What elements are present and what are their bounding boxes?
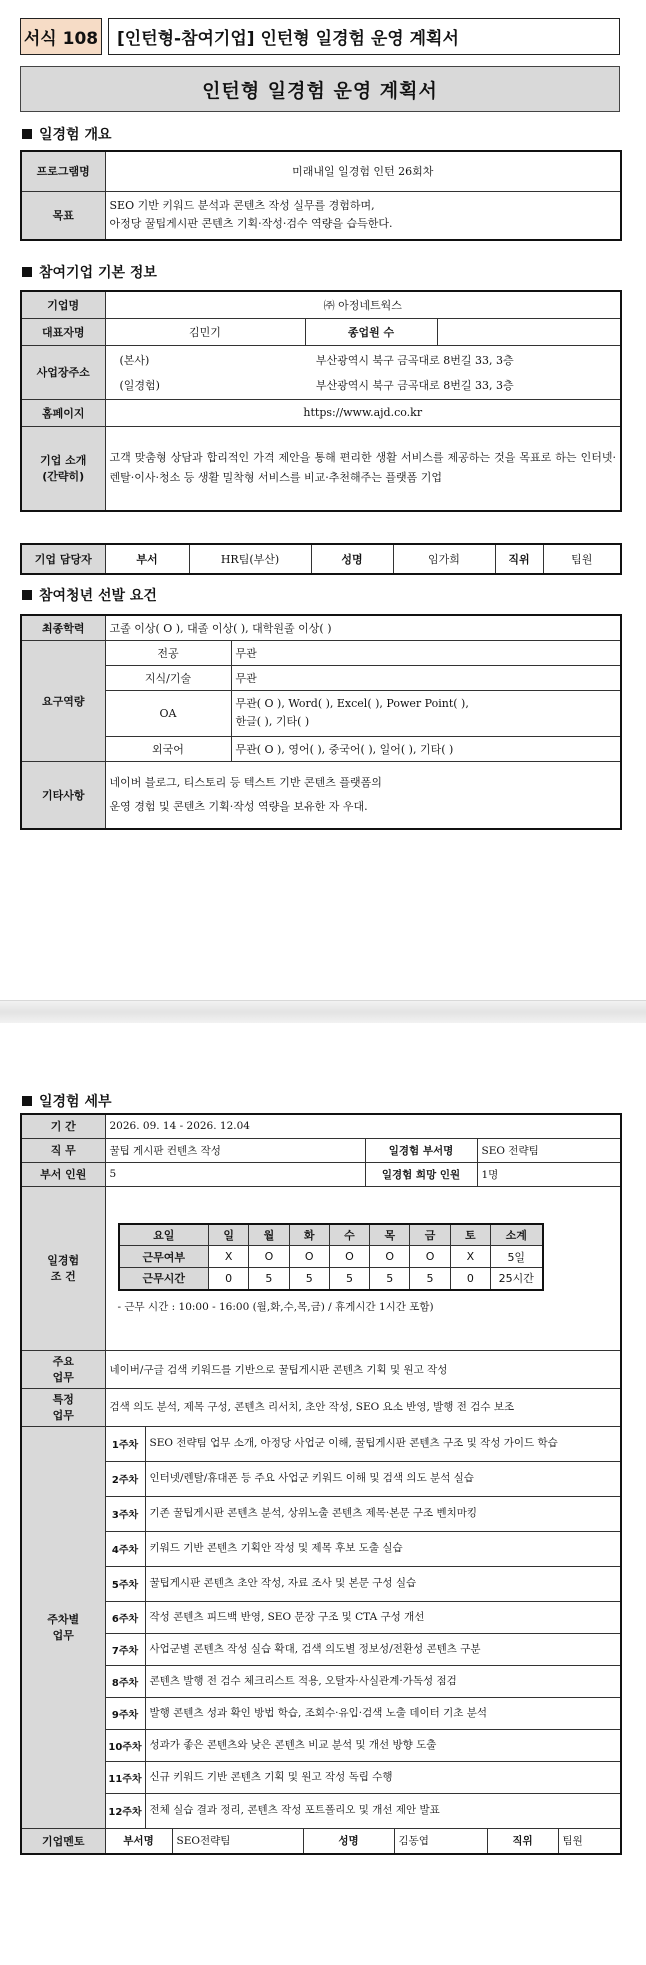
manager-table bbox=[20, 543, 622, 575]
oa-value bbox=[231, 690, 621, 736]
period-label: 기 간 bbox=[21, 1114, 105, 1138]
schedule-hours-row bbox=[119, 1268, 543, 1290]
table-row bbox=[21, 1388, 621, 1426]
schedule-cell: X bbox=[209, 1246, 249, 1268]
table-row bbox=[21, 690, 621, 736]
week-task: 꿀팁게시판 콘텐츠 초안 작성, 자료 조사 및 본문 구성 실습 bbox=[145, 1566, 621, 1601]
week-number: 11주차 bbox=[105, 1761, 145, 1793]
schedule-cell: 5 bbox=[249, 1268, 289, 1290]
language-label: 외국어 bbox=[105, 736, 231, 761]
table-row bbox=[21, 761, 621, 829]
week-row bbox=[21, 1633, 621, 1665]
schedule-cell: O bbox=[289, 1246, 329, 1268]
schedule-day-header: 월 bbox=[249, 1224, 289, 1246]
form-header bbox=[20, 18, 620, 55]
schedule-cell: 0 bbox=[450, 1268, 490, 1290]
schedule-work-row bbox=[119, 1246, 543, 1268]
staff-value: 5 bbox=[105, 1162, 365, 1186]
ceo-label: 대표자명 bbox=[21, 318, 105, 345]
mentor-label: 기업멘토 bbox=[21, 1828, 105, 1854]
week-row bbox=[21, 1496, 621, 1531]
section-title: 일경험 세부 bbox=[39, 1094, 112, 1110]
company-name-label: 기업명 bbox=[21, 291, 105, 318]
education-label: 최종학력 bbox=[21, 615, 105, 640]
schedule-day-header: 화 bbox=[289, 1224, 329, 1246]
table-row bbox=[21, 318, 621, 345]
square-bullet-icon bbox=[22, 590, 32, 600]
intro-value: 고객 맞춤형 상담과 합리적인 가격 제안을 통해 편리한 생활 서비스를 제공하는 것을 목표로 하는 인터넷·렌탈·이사·청소 등 생활 밀착형 서비스를 비교·추천해주는 플랫폼 기업 bbox=[105, 426, 621, 511]
person-value: 임가희 bbox=[393, 544, 495, 574]
schedule-cell: 0 bbox=[209, 1268, 249, 1290]
manager-label: 기업 담당자 bbox=[21, 544, 105, 574]
special-duty-value: 검색 의도 분석, 제목 구성, 콘텐츠 리서치, 초안 작성, SEO 요소 반영, 발행 전 검수 보조 bbox=[105, 1388, 621, 1426]
week-task: 콘텐츠 발행 전 검수 체크리스트 적용, 오탈자·사실관계·가독성 점검 bbox=[145, 1665, 621, 1697]
form-number-badge: 서식 108 bbox=[20, 18, 102, 55]
week-number: 1주차 bbox=[105, 1426, 145, 1461]
goal-label: 목표 bbox=[21, 191, 105, 240]
section-title: 참여기업 기본 정보 bbox=[39, 265, 157, 281]
intro-label-line: 기업 소개 bbox=[40, 454, 87, 468]
table-row bbox=[21, 615, 621, 640]
requirements-table bbox=[20, 614, 622, 830]
schedule-cell: O bbox=[370, 1246, 410, 1268]
table-row bbox=[21, 1186, 621, 1350]
language-value: 무관( O ), 영어( ), 중국어( ), 일어( ), 기타( ) bbox=[231, 736, 621, 761]
other-label: 기타사항 bbox=[21, 761, 105, 829]
intro-label-line: (간략히) bbox=[42, 470, 85, 484]
dept-value: HR팀(부산) bbox=[189, 544, 311, 574]
square-bullet-icon bbox=[22, 129, 32, 139]
week-number: 12주차 bbox=[105, 1793, 145, 1828]
weekly-label bbox=[21, 1426, 105, 1828]
table-row bbox=[21, 1138, 621, 1162]
mentor-position-label: 직위 bbox=[488, 1829, 559, 1853]
weekly-label-line: 주차별 bbox=[47, 1613, 80, 1626]
other-line: 운영 경험 및 콘텐츠 기획·작성 역량을 보유한 자 우대. bbox=[109, 799, 368, 813]
main-duty-label-line: 업무 bbox=[52, 1371, 74, 1384]
schedule-cell: 5 bbox=[410, 1268, 450, 1290]
schedule-day-header: 일 bbox=[209, 1224, 249, 1246]
section-overview-heading bbox=[22, 124, 112, 144]
table-row bbox=[21, 1828, 621, 1854]
other-value bbox=[105, 761, 621, 829]
major-label: 전공 bbox=[105, 640, 231, 665]
week-number: 9주차 bbox=[105, 1697, 145, 1729]
page-break bbox=[0, 1000, 646, 1024]
site-address: 부산광역시 북구 금곡대로 8번길 33, 3층 bbox=[315, 378, 514, 392]
section-requirements-heading bbox=[22, 585, 157, 605]
condition-value bbox=[105, 1186, 621, 1350]
intro-label bbox=[21, 426, 105, 511]
special-duty-label bbox=[21, 1388, 105, 1426]
dept-label: 부서 bbox=[105, 544, 189, 574]
week-task: 작성 콘텐츠 피드백 반영, SEO 문장 구조 및 CTA 구성 개선 bbox=[145, 1601, 621, 1633]
week-task: 기존 꿀팁게시판 콘텐츠 분석, 상위노출 콘텐츠 제목·본문 구조 벤치마킹 bbox=[145, 1496, 621, 1531]
homepage-label: 홈페이지 bbox=[21, 399, 105, 426]
week-row bbox=[21, 1665, 621, 1697]
schedule-cell: 5 bbox=[289, 1268, 329, 1290]
work-dept-label: 일경험 부서명 bbox=[365, 1138, 477, 1162]
education-value: 고졸 이상( O ), 대졸 이상( ), 대학원졸 이상( ) bbox=[105, 615, 621, 640]
oa-line: 한글( ), 기타( ) bbox=[235, 715, 310, 728]
week-task: 사업군별 콘텐츠 작성 실습 확대, 검색 의도별 정보성/전환성 콘텐츠 구분 bbox=[145, 1633, 621, 1665]
duty-value: 꿀팁 게시판 컨텐츠 작성 bbox=[105, 1138, 365, 1162]
schedule-day-header: 수 bbox=[329, 1224, 369, 1246]
week-number: 6주차 bbox=[105, 1601, 145, 1633]
main-duty-label bbox=[21, 1350, 105, 1388]
main-duty-value: 네이버/구글 검색 키워드를 기반으로 꿀팁게시판 콘텐츠 기획 및 원고 작성 bbox=[105, 1350, 621, 1388]
square-bullet-icon bbox=[22, 267, 32, 277]
address-label: 사업장주소 bbox=[21, 345, 105, 399]
mentor-dept-value: SEO전략팀 bbox=[173, 1829, 304, 1853]
period-value: 2026. 09. 14 - 2026. 12.04 bbox=[105, 1114, 621, 1138]
week-row bbox=[21, 1793, 621, 1828]
program-label: 프로그램명 bbox=[21, 151, 105, 191]
schedule-note: - 근무 시간 : 10:00 - 16:00 (월,화,수,목,금) / 휴게시간 1시간 포함) bbox=[117, 1300, 434, 1313]
employees-label: 종업원 수 bbox=[305, 318, 437, 345]
document-title: 인턴형 일경험 운영 계획서 bbox=[20, 66, 620, 112]
week-number: 8주차 bbox=[105, 1665, 145, 1697]
section-company-heading bbox=[22, 262, 157, 282]
hq-address-row bbox=[106, 347, 621, 372]
company-name-value: ㈜ 아정네트웍스 bbox=[105, 291, 621, 318]
table-row bbox=[21, 399, 621, 426]
goal-line: SEO 기반 키워드 분석과 콘텐츠 작성 실무를 경험하며, bbox=[109, 199, 375, 213]
week-task: SEO 전략팀 업무 소개, 아정당 사업군 이해, 꿀팁게시판 콘텐츠 구조 및 작성 가이드 학습 bbox=[145, 1426, 621, 1461]
week-number: 5주차 bbox=[105, 1566, 145, 1601]
schedule-day-header: 토 bbox=[450, 1224, 490, 1246]
table-row bbox=[21, 736, 621, 761]
position-value: 팀원 bbox=[543, 544, 621, 574]
table-row bbox=[21, 1114, 621, 1138]
main-duty-label-line: 주요 bbox=[52, 1355, 74, 1368]
details-table bbox=[20, 1113, 622, 1855]
program-value: 미래내일 일경험 인턴 26회차 bbox=[105, 151, 621, 191]
table-row bbox=[21, 151, 621, 191]
week-task: 전체 실습 결과 정리, 콘텐츠 작성 포트폴리오 및 개선 제안 발표 bbox=[145, 1793, 621, 1828]
schedule-row-label: 근무여부 bbox=[119, 1246, 209, 1268]
duty-label: 직 무 bbox=[21, 1138, 105, 1162]
schedule-day-header: 금 bbox=[410, 1224, 450, 1246]
schedule-cell: O bbox=[329, 1246, 369, 1268]
week-row bbox=[21, 1566, 621, 1601]
weekly-tasks bbox=[21, 1426, 621, 1828]
staff-label: 부서 인원 bbox=[21, 1162, 105, 1186]
week-row bbox=[21, 1531, 621, 1566]
hq-tag: (본사) bbox=[119, 353, 150, 367]
week-row bbox=[21, 1761, 621, 1793]
table-row bbox=[21, 345, 621, 399]
weekly-label-line: 업무 bbox=[52, 1629, 74, 1642]
goal-line: 아정당 꿀팁게시판 콘텐츠 기획·작성·검수 역량을 습득한다. bbox=[109, 217, 393, 231]
section-details-heading bbox=[22, 1091, 112, 1111]
schedule-cell: 5일 bbox=[491, 1246, 543, 1268]
person-label: 성명 bbox=[311, 544, 393, 574]
week-task: 인터넷/렌탈/휴대폰 등 주요 사업군 키워드 이해 및 검색 의도 분석 실습 bbox=[145, 1461, 621, 1496]
table-row bbox=[21, 1350, 621, 1388]
week-task: 성과가 좋은 콘텐츠와 낮은 콘텐츠 비교 분석 및 개선 방향 도출 bbox=[145, 1729, 621, 1761]
knowledge-value: 무관 bbox=[231, 665, 621, 690]
table-row bbox=[21, 665, 621, 690]
week-number: 3주차 bbox=[105, 1496, 145, 1531]
oa-label: OA bbox=[105, 690, 231, 736]
position-label: 직위 bbox=[495, 544, 543, 574]
special-duty-label-line: 특정 bbox=[52, 1393, 74, 1406]
site-address-row bbox=[106, 372, 621, 397]
condition-label-line: 조 건 bbox=[50, 1270, 76, 1283]
table-row bbox=[21, 1162, 621, 1186]
section-title: 일경험 개요 bbox=[39, 127, 112, 143]
week-number: 10주차 bbox=[105, 1729, 145, 1761]
schedule-cell: O bbox=[410, 1246, 450, 1268]
ceo-value: 김민기 bbox=[105, 318, 305, 345]
table-row bbox=[21, 640, 621, 665]
week-task: 신규 키워드 기반 콘텐츠 기획 및 원고 작성 독립 수행 bbox=[145, 1761, 621, 1793]
schedule-cell: X bbox=[450, 1246, 490, 1268]
goal-value bbox=[105, 191, 621, 240]
major-value: 무관 bbox=[231, 640, 621, 665]
special-duty-label-line: 업무 bbox=[52, 1409, 74, 1422]
work-dept-value: SEO 전략팀 bbox=[477, 1138, 621, 1162]
employees-value bbox=[437, 318, 621, 345]
schedule-cell: 25시간 bbox=[491, 1268, 543, 1290]
oa-line: 무관( O ), Word( ), Excel( ), Power Point( ), bbox=[235, 697, 469, 710]
site-tag: (일경험) bbox=[119, 378, 160, 392]
section-title: 참여청년 선발 요건 bbox=[39, 588, 157, 604]
overview-table bbox=[20, 150, 622, 241]
week-row bbox=[21, 1426, 621, 1461]
mentor-value bbox=[105, 1828, 621, 1854]
wanted-label: 일경험 희망 인원 bbox=[365, 1162, 477, 1186]
table-row bbox=[21, 291, 621, 318]
schedule-header-row bbox=[119, 1224, 543, 1246]
week-row bbox=[21, 1461, 621, 1496]
week-row bbox=[21, 1697, 621, 1729]
schedule-corner-header: 요일 bbox=[119, 1224, 209, 1246]
other-line: 네이버 블로그, 티스토리 등 텍스트 기반 콘텐츠 플랫폼의 bbox=[109, 775, 382, 789]
table-row bbox=[21, 191, 621, 240]
schedule-day-header: 소계 bbox=[491, 1224, 543, 1246]
week-task: 키워드 기반 콘텐츠 기획안 작성 및 제목 후보 도출 실습 bbox=[145, 1531, 621, 1566]
table-row bbox=[21, 426, 621, 511]
mentor-name-label: 성명 bbox=[304, 1829, 395, 1853]
homepage-link[interactable]: https://www.ajd.co.kr bbox=[105, 399, 621, 426]
page-2 bbox=[0, 1023, 646, 1965]
condition-label bbox=[21, 1186, 105, 1350]
mentor-position-value: 팀원 bbox=[562, 1835, 583, 1847]
wanted-value: 1명 bbox=[477, 1162, 621, 1186]
mentor-name-value: 김동엽 bbox=[395, 1829, 488, 1853]
week-number: 2주차 bbox=[105, 1461, 145, 1496]
table-row bbox=[21, 544, 621, 574]
mentor-dept-label: 부서명 bbox=[106, 1829, 173, 1853]
schedule-cell: 5 bbox=[370, 1268, 410, 1290]
schedule-cell: O bbox=[249, 1246, 289, 1268]
week-number: 7주차 bbox=[105, 1633, 145, 1665]
competency-label: 요구역량 bbox=[21, 640, 105, 761]
week-row bbox=[21, 1729, 621, 1761]
schedule-day-header: 목 bbox=[370, 1224, 410, 1246]
schedule-cell: 5 bbox=[329, 1268, 369, 1290]
form-title: [인턴형-참여기업] 인턴형 일경험 운영 계획서 bbox=[108, 18, 620, 55]
company-table bbox=[20, 290, 622, 512]
condition-label-line: 일경험 bbox=[47, 1254, 80, 1267]
schedule-row-label: 근무시간 bbox=[119, 1268, 209, 1290]
address-value bbox=[105, 345, 621, 399]
week-row bbox=[21, 1601, 621, 1633]
knowledge-label: 지식/기술 bbox=[105, 665, 231, 690]
week-task: 발행 콘텐츠 성과 확인 방법 학습, 조회수·유입·검색 노출 데이터 기초 분석 bbox=[145, 1697, 621, 1729]
week-number: 4주차 bbox=[105, 1531, 145, 1566]
schedule-table bbox=[118, 1223, 544, 1291]
square-bullet-icon bbox=[22, 1096, 32, 1106]
hq-address: 부산광역시 북구 금곡대로 8번길 33, 3층 bbox=[315, 353, 514, 367]
